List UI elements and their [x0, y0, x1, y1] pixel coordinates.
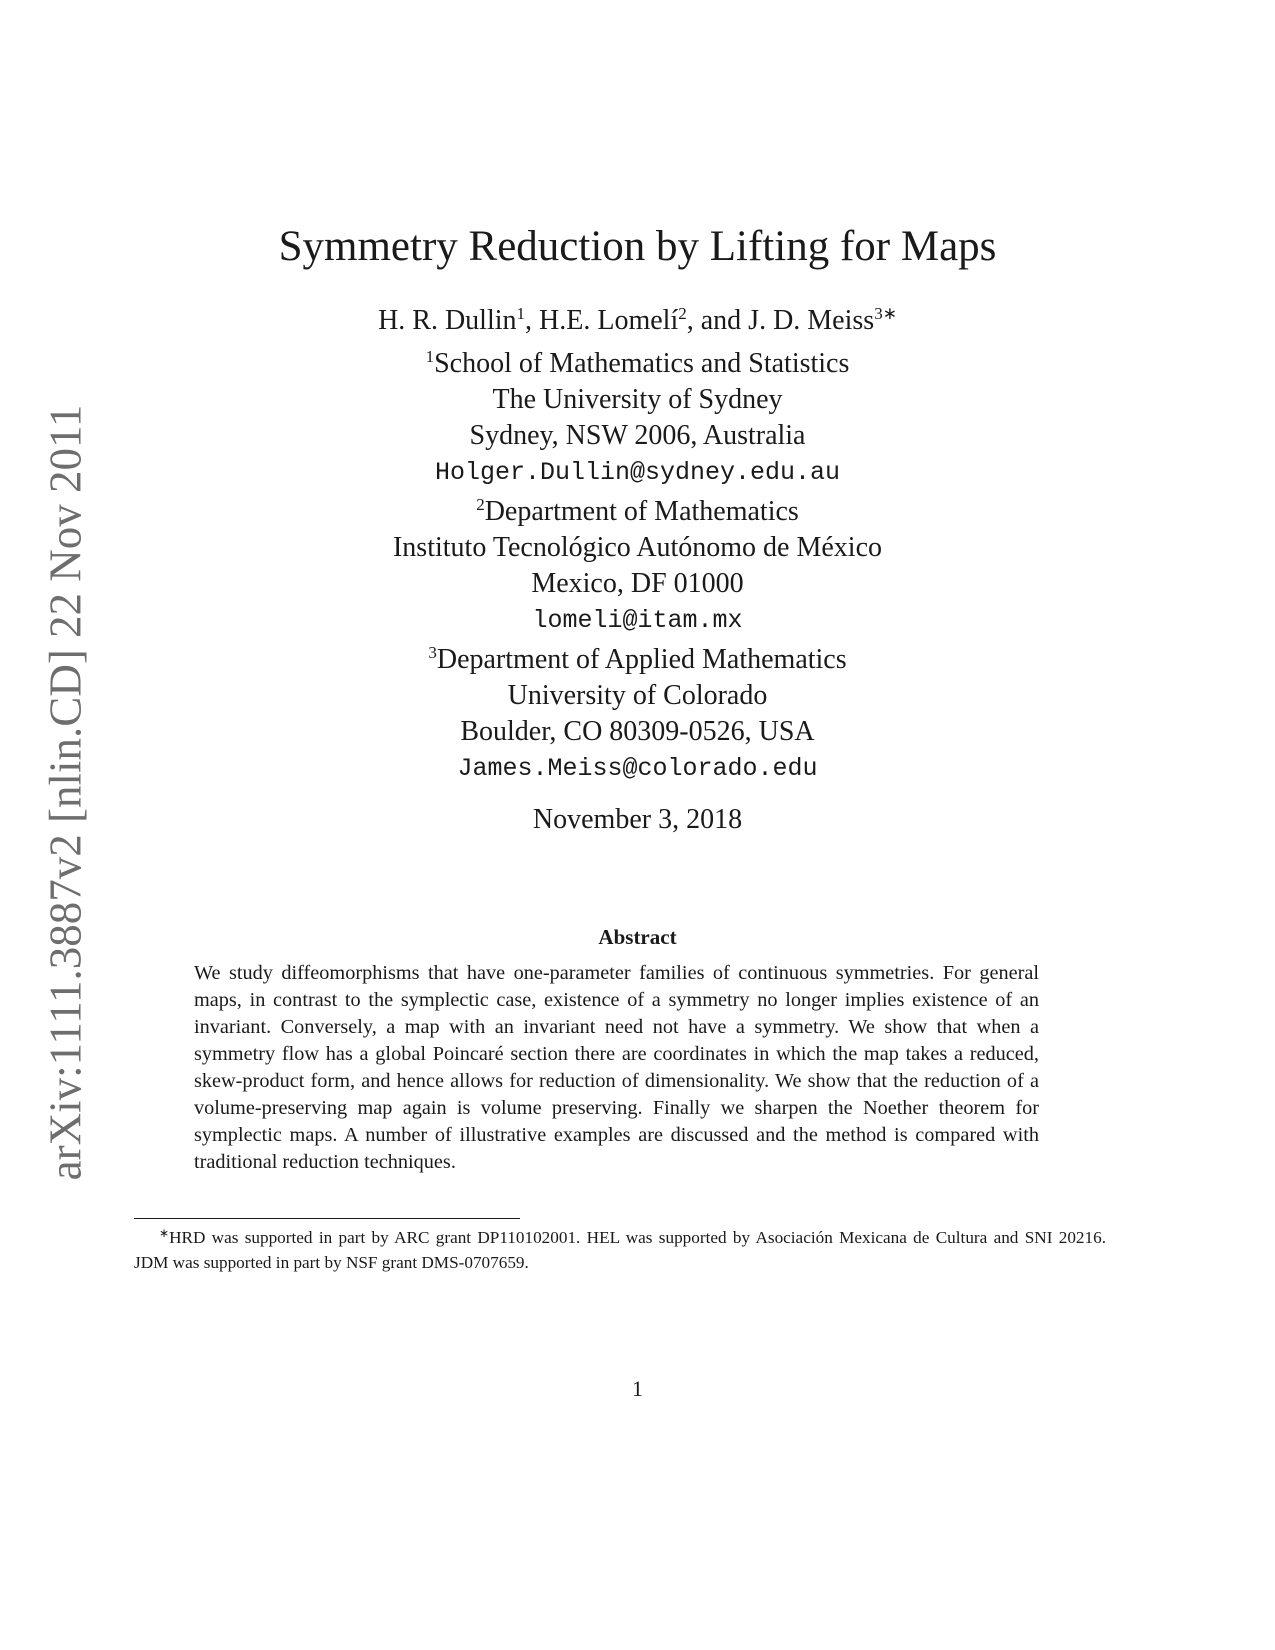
affiliation-line: University of Colorado [507, 680, 768, 711]
author-separator: , and [686, 305, 749, 336]
abstract-text: We study diffeomorphisms that have one-parameter families of continuous symmetries. For general maps, in contrast to the symplectic case, existence of a symmetry no longer implies existence of an invariant. Conversely, a map with an invariant need not have a symmetry. We show that when a symmetry flow has a global Poincaré section there are coordinates in which the map takes a reduced, skew-product form, and hence allows for reduction of dimensionality. We show that the reduction of a volume-preserving map again is volume preserving. Finally we sharpen the Noether theorem for symplectic maps. A number of illustrative examples are discussed and the method is compared with traditional reduction techniques. [194, 962, 1039, 1173]
author-email: Holger.Dullin@sydney.edu.au [434, 458, 841, 487]
author-name: H. R. Dullin [378, 305, 517, 336]
author-email: James.Meiss@colorado.edu [457, 754, 818, 783]
page-number: 1 [632, 1376, 643, 1401]
affiliation-mark: 2 [476, 495, 485, 514]
abstract-heading: Abstract [598, 925, 677, 949]
affiliation-line: Boulder, CO 80309-0526, USA [460, 716, 815, 747]
affiliation-list [0, 346, 1275, 790]
affiliation-department: School of Mathematics and Statistics [434, 348, 850, 379]
author-name: J. D. Meiss [748, 305, 875, 336]
affiliation-line [0, 494, 1275, 530]
affiliation-department: Department of Applied Mathematics [436, 644, 847, 675]
affiliation-line: The University of Sydney [492, 384, 783, 415]
affiliation-sydney [0, 346, 1275, 494]
affiliation-colorado [0, 642, 1275, 790]
author-affiliation-mark: 2 [678, 304, 687, 323]
footnote-text: HRD was supported in part by ARC grant DP110102001. HEL was supported by Asociación Mexicana de Cultura and SNI 20216. JDM was supported in part by NSF grant DMS-0707659. [134, 1228, 1106, 1272]
author-name: H.E. Lomelí [539, 305, 679, 336]
affiliation-line [0, 642, 1275, 678]
affiliation-department: Department of Mathematics [484, 496, 799, 527]
paper-date: November 3, 2018 [532, 804, 743, 835]
affiliation-line: Sydney, NSW 2006, Australia [469, 420, 806, 451]
affiliation-mark: 1 [425, 347, 435, 366]
author-affiliation-mark: 3∗ [874, 304, 897, 323]
paper-title: Symmetry Reduction by Lifting for Maps [278, 223, 997, 270]
author-email: lomeli@itam.mx [532, 606, 743, 635]
arxiv-stamp: arXiv:1111.3887v2 [nlin.CD] 22 Nov 2011 [40, 404, 91, 1181]
author-list [0, 305, 1275, 337]
footnote-divider [134, 1218, 520, 1219]
author-affiliation-mark: 1 [516, 304, 526, 323]
affiliation-line: Instituto Tecnológico Autónomo de México [392, 532, 882, 563]
affiliation-mark: 3 [428, 643, 437, 662]
affiliation-line [0, 346, 1275, 382]
author-separator: , [525, 305, 540, 336]
footnote-mark: ∗ [159, 1226, 170, 1240]
affiliation-itam [0, 494, 1275, 642]
funding-footnote [134, 1225, 1106, 1275]
affiliation-line: Mexico, DF 01000 [531, 568, 744, 599]
